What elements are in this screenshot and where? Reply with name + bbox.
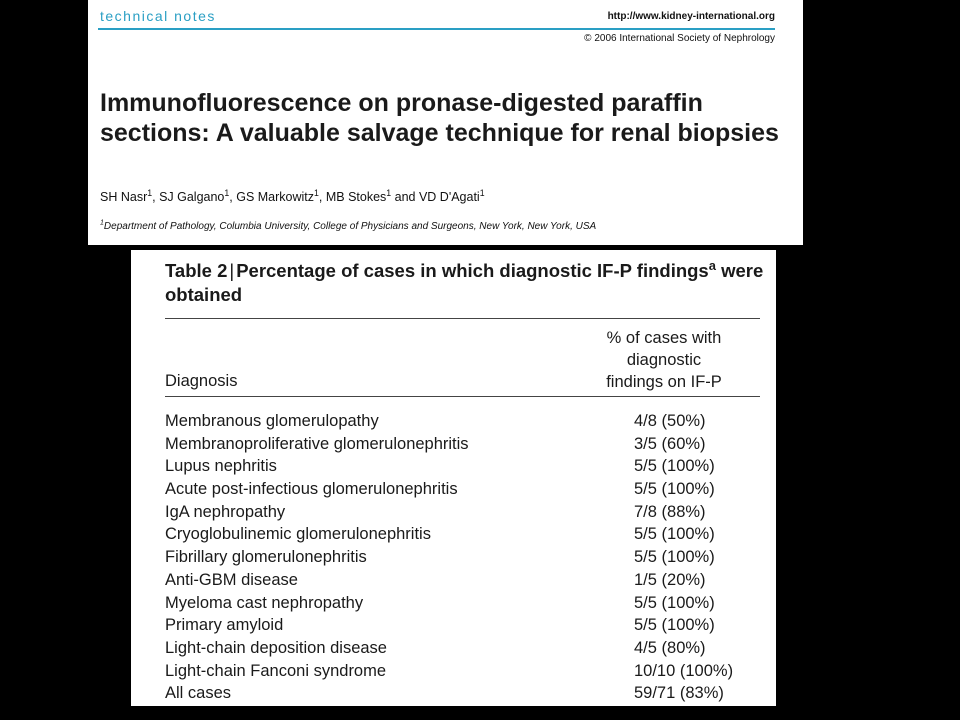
percentage-cell: 4/5 (80%)	[634, 638, 706, 657]
percentage-cell: 10/10 (100%)	[634, 661, 734, 680]
table-row	[165, 569, 744, 592]
author-separator: ,	[318, 190, 326, 204]
author-affiliation-marker: 1	[314, 187, 319, 198]
percentage-cell: 5/5 (100%)	[634, 548, 715, 567]
percentage-cell: 1/5 (20%)	[634, 570, 706, 589]
column-header-diagnosis: Diagnosis	[165, 372, 238, 390]
table-row	[165, 546, 744, 569]
diagnosis-cell: Anti-GBM disease	[165, 570, 298, 589]
author-separator: ,	[152, 190, 160, 204]
diagnosis-cell: Light-chain Fanconi syndrome	[165, 661, 387, 680]
percentage-cell: 7/8 (88%)	[634, 502, 706, 521]
article-title: Immunofluorescence on pronase-digested paraffin sections: A valuable salvage technique for renal biopsies	[100, 89, 779, 147]
table-row	[165, 433, 744, 456]
table-title-text: Percentage of cases in which diagnostic IF-P findings	[236, 260, 709, 281]
article-header	[88, 0, 803, 245]
table-row	[165, 410, 744, 433]
affiliation-text: Department of Pathology, Columbia University, College of Physicians and Surgeons, New York, New York, USA	[103, 221, 597, 232]
percentage-cell: 59/71 (83%)	[634, 684, 724, 703]
column-header-percentage	[574, 327, 754, 393]
table-label: Table 2	[165, 260, 228, 281]
diagnosis-cell: Lupus nephritis	[165, 457, 277, 476]
diagnosis-cell: Myeloma cast nephropathy	[165, 593, 364, 612]
affiliation-marker: 1	[100, 219, 104, 227]
table-row	[165, 660, 744, 683]
header-divider	[98, 28, 775, 30]
percentage-cell: 3/5 (60%)	[634, 434, 706, 453]
diagnosis-cell: Primary amyloid	[165, 616, 284, 635]
column-header-line: findings on IF-P	[606, 373, 722, 391]
author-list	[100, 187, 485, 204]
diagnosis-cell: All cases	[165, 684, 232, 703]
table-title	[165, 259, 765, 307]
percentage-cell: 5/5 (100%)	[634, 457, 715, 476]
table-row	[165, 614, 744, 637]
author-separator: ,	[229, 190, 237, 204]
percentage-cell: 4/8 (50%)	[634, 412, 706, 430]
table-top-rule	[165, 318, 760, 319]
table-body	[165, 410, 744, 705]
author-name: MB Stokes	[325, 190, 387, 204]
percentage-cell: 5/5 (100%)	[634, 480, 715, 499]
percentage-cell: 5/5 (100%)	[634, 593, 715, 612]
author-name: SJ Galgano	[159, 190, 225, 204]
table-label-separator: |	[229, 260, 235, 281]
section-label: technical notes	[100, 8, 216, 24]
table-row	[165, 523, 744, 546]
diagnosis-cell: Membranoproliferative glomerulonephritis	[165, 434, 469, 453]
column-header-line: diagnostic	[626, 351, 702, 369]
author-separator: and	[391, 190, 419, 204]
diagnosis-cell: IgA nephropathy	[165, 502, 286, 521]
table-figure	[131, 250, 776, 706]
affiliation	[100, 221, 596, 232]
table-row	[165, 592, 744, 615]
table-row	[165, 455, 744, 478]
author-affiliation-marker: 1	[479, 187, 485, 198]
table-row	[165, 501, 744, 524]
diagnosis-cell: Light-chain deposition disease	[165, 638, 387, 657]
author-affiliation-marker: 1	[224, 187, 230, 198]
diagnosis-cell: Membranous glomerulopathy	[165, 412, 379, 430]
author-affiliation-marker: 1	[147, 187, 153, 198]
author-name: VD D'Agati	[418, 190, 480, 204]
table-title-end: were obtained	[165, 260, 764, 305]
table-header-rule	[165, 396, 760, 397]
diagnosis-cell: Cryoglobulinemic glomerulonephritis	[165, 525, 431, 544]
diagnosis-cell: Acute post-infectious glomerulonephritis	[165, 480, 458, 499]
column-header-line: % of cases with	[606, 329, 722, 347]
table-row	[165, 478, 744, 501]
table-row	[165, 682, 744, 705]
author-name: SH Nasr	[100, 190, 148, 204]
percentage-cell: 5/5 (100%)	[634, 525, 715, 544]
journal-url: http://www.kidney-international.org	[607, 11, 775, 22]
author-affiliation-marker: 1	[386, 187, 392, 198]
author-name: GS Markowitz	[236, 190, 315, 204]
percentage-cell: 5/5 (100%)	[634, 616, 715, 635]
table-row	[165, 637, 744, 660]
diagnosis-cell: Fibrillary glomerulonephritis	[165, 548, 367, 567]
copyright-notice: © 2006 International Society of Nephrology	[584, 33, 775, 44]
table-footnote-marker: a	[708, 257, 716, 273]
